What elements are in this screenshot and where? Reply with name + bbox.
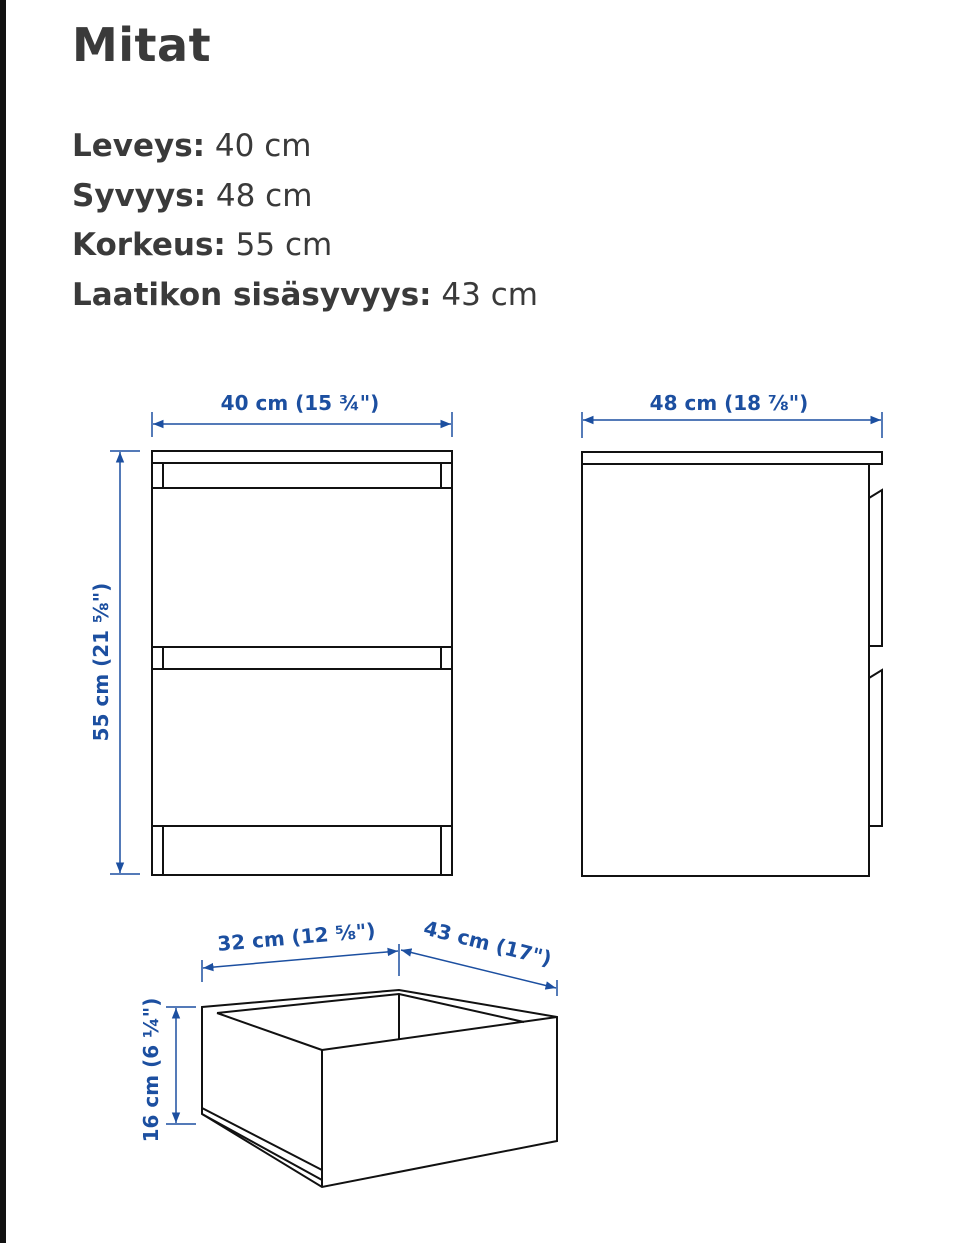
front-height-label: 55 cm (21 ⅝") <box>89 582 113 742</box>
left-rail <box>152 647 163 669</box>
spec-label: Laatikon sisäsyvyys: <box>72 276 432 313</box>
spec-value: 43 cm <box>431 276 538 313</box>
drawer-outline <box>202 990 557 1187</box>
side-top-panel <box>582 452 882 464</box>
spec-label: Korkeus: <box>72 227 226 263</box>
spec-value: 55 cm <box>225 227 333 263</box>
drawer-width-label: 32 cm (12 ⅝") <box>216 918 377 956</box>
side-lower-drawer <box>869 670 882 826</box>
upper-drawer-front <box>152 488 452 647</box>
drawer-depth-label: 43 cm (17") <box>421 915 555 971</box>
lower-drawer-front <box>152 669 452 826</box>
drawer-width-dimension <box>202 918 399 982</box>
drawer-inner-rim <box>217 994 524 1022</box>
spec-value: 40 cm <box>205 128 312 164</box>
left-rail <box>152 463 163 488</box>
spec-label: Leveys: <box>72 128 206 164</box>
drawer-height-label: 16 cm (6 ¼") <box>139 997 163 1143</box>
side-depth-label: 48 cm (18 ⅞") <box>649 391 809 415</box>
spec-label: Syvyys: <box>72 177 207 214</box>
side-depth-dimension <box>582 391 882 438</box>
front-view <box>152 451 452 875</box>
front-width-dimension <box>152 391 452 437</box>
drawer-view <box>202 990 557 1187</box>
drawer-bottom-line <box>202 1114 322 1180</box>
right-rail <box>441 647 452 669</box>
front-height-dimension <box>89 451 140 874</box>
drawer-depth-dimension <box>401 916 557 996</box>
side-view <box>582 452 882 876</box>
side-upper-drawer <box>869 490 882 646</box>
page-title: Mitat <box>72 18 212 72</box>
drawer-inner-edge <box>217 1013 322 1050</box>
front-width-label: 40 cm (15 ¾") <box>220 391 380 415</box>
front-outline <box>152 451 452 875</box>
drawer-bottom-line <box>202 1108 322 1170</box>
spec-value: 48 cm <box>206 177 313 214</box>
drawer-height-dimension <box>139 998 196 1143</box>
right-rail <box>441 463 452 488</box>
side-body <box>582 464 869 876</box>
drawer-front-top <box>322 1017 557 1050</box>
